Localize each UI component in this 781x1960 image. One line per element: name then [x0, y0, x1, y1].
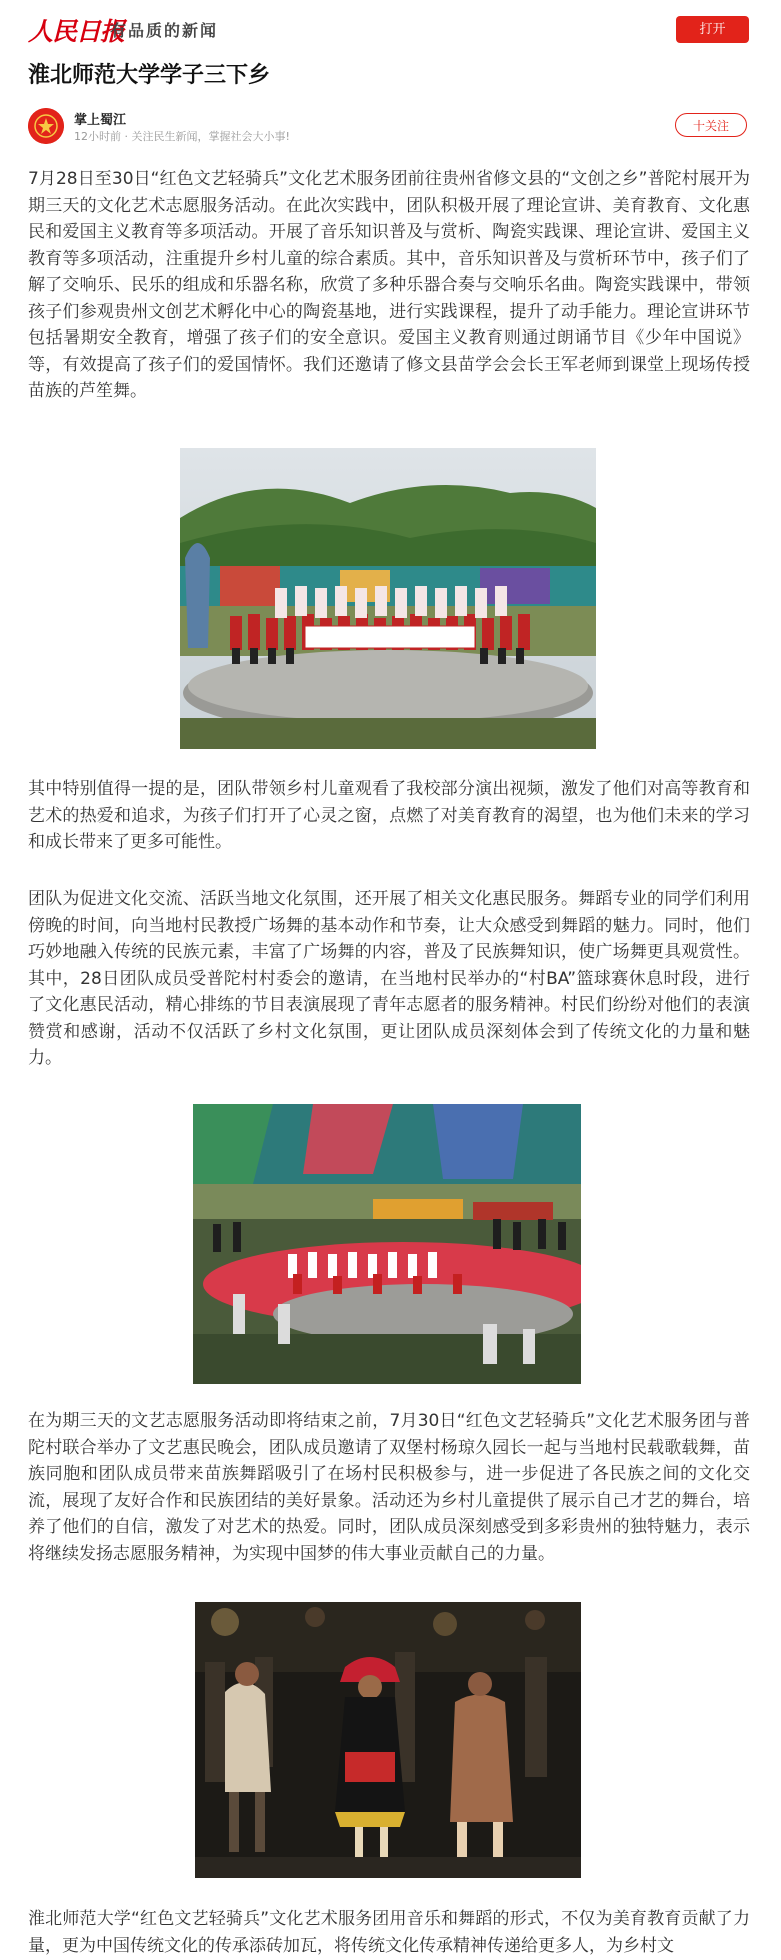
article-paragraph-5: 淮北师范大学“红色文艺轻骑兵”文化艺术服务团用音乐和舞蹈的形式，不仅为美育教育贡献了力量，更为中国传统文化的传承添砖加瓦，将传统文化传承精神传递给更多人，为乡村文 — [28, 1909, 750, 1956]
night-dance-photo — [195, 1602, 581, 1878]
group-photo-image — [180, 448, 596, 749]
people-daily-logo[interactable]: 人民日报 — [28, 17, 125, 46]
article-paragraph-4: 在为期三天的文艺志愿服务活动即将结束之前，7月30日“红色文艺轻骑兵”文化艺术服务团与普陀村联合举办了文艺惠民晚会，团队成员邀请了双堡村杨琼久园长一起与当地村民载歌载舞，苗族同胞和团队成员带来苗族舞蹈吸引了在场村民积极参与，进一步促进了各民族之间的文化交流，展现了友好合作和民族团结的美好景象。活动还为乡村儿童提供了展示自己才艺的舞台，培养了他们的自信，激发了对艺术的热爱。同时，团队成员深刻感受到多彩贵州的独特魅力，表示将继续发扬志愿服务精神，为实现中国梦的伟大事业贡献自己的力量。 — [28, 1411, 750, 1564]
article-paragraph-3: 团队为促进文化交流、活跃当地文化氛围，还开展了相关文化惠民服务。舞蹈专业的同学们利用傍晚的时间，向当地村民教授广场舞的基本动作和节奏，让大众感受到舞蹈的魅力。同时，他们巧妙地融入传统的民族元素，丰富了广场舞的内容，普及了民族舞知识，使广场舞更具观赏性。其中，28日团队成员受普陀村村委会的邀请，在当地村民举办的“村BA”篮球赛休息时段，进行了文化惠民活动，精心排练的节目表演展现了青年志愿者的服务精神。村民们纷纷对他们的表演赞赏和感谢，活动不仅活跃了乡村文化氛围，更让团队成员深刻体会到了传统文化的力量和魅力。 — [28, 889, 750, 1068]
night-dance-image — [195, 1602, 581, 1878]
author-row — [28, 108, 750, 148]
group-photo-on-stage — [180, 448, 596, 749]
author-name[interactable]: 掌上蜀江 — [74, 113, 127, 128]
article-paragraph-2: 其中特别值得一提的是，团队带领乡村儿童观看了我校部分演出视频，激发了他们对高等教育和艺术的热爱和追求，为孩子们打开了心灵之窗，点燃了对美育教育的渴望，也为他们未来的学习和成长带来了更多可能性。 — [28, 779, 750, 852]
app-header — [0, 0, 781, 58]
author-meta: 12小时前 · 关注民生新闻，掌握社会大小事! — [74, 130, 290, 143]
follow-button[interactable]: 十关注 — [675, 113, 747, 137]
open-app-button[interactable]: 打开 — [676, 16, 749, 43]
performance-on-red-stage — [193, 1104, 581, 1384]
header-slogan: 有品质的新闻 — [110, 21, 219, 40]
performance-image — [193, 1104, 581, 1384]
article-paragraph-1: 7月28日至30日“红色文艺轻骑兵”文化艺术服务团前往贵州省修文县的“文创之乡”普陀村展开为期三天的文化艺术志愿服务活动。在此次实践中，团队积极开展了理论宣讲、美育教育、文化惠民和爱国主义教育等多项活动。开展了音乐知识普及与赏析、陶瓷实践课、理论宣讲、爱国主义教育等多项活动，注重提升乡村儿童的综合素质。其中，音乐知识普及与赏析环节中，孩子们了解了交响乐、民乐的组成和乐器名称，欣赏了多种乐器合奏与交响乐名曲。陶瓷实践课中，带领孩子们参观贵州文创艺术孵化中心的陶瓷基地，进行实践课程，提升了动手能力。理论宣讲环节包括暑期安全教育，增强了孩子们的安全意识。爱国主义教育则通过朗诵节目《少年中国说》等，有效提高了孩子们的爱国情怀。我们还邀请了修文县苗学会会长王军老师到课堂上现场传授苗族的芦笙舞。 — [28, 169, 750, 401]
article-title: 淮北师范大学学子三下乡 — [28, 63, 271, 88]
people-daily-avatar-icon[interactable] — [28, 108, 64, 144]
